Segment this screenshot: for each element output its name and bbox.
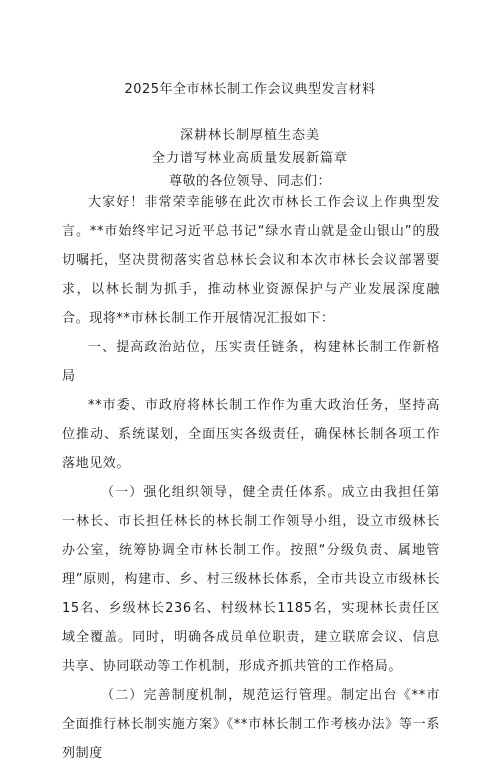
subtitle-1: 深耕林长制厚植生态美: [179, 128, 320, 143]
document-body: [62, 188, 440, 768]
paragraph-item-2: （二）完善制度机制，规范运行管理。制定出台《**市全面推行林长制实施方案》《**市林长制工作考核办法》等一系列制度: [62, 688, 440, 761]
document-title: 2025年全市林长制工作会议典型发言材料: [124, 82, 376, 97]
salutation: 尊敬的各位领导、同志们：: [168, 174, 331, 189]
subtitle-2: 全力谱写林业高质量发展新篇章: [151, 151, 348, 166]
paragraph-intro: 大家好！非常荣幸能够在此次市林长工作会议上作典型发言。**市始终牢记习近平总书记“绿水青山就是金山银山”的殷切嘱托，坚决贯彻落实省总林长会议和本次市林长会议部署要求，以林长制为抓手，推动林业资源保护与产业发展深度融合。现将**市林长制工作开展情况汇报如下：: [62, 195, 440, 326]
paragraph-item-1: （一）强化组织领导，健全责任体系。成立由我担任第一林长、市长担任林长的林长制工作领导小组，设立市级林长办公室，统筹协调全市林长制工作。按照“分级负责、属地管理”原则，构建市、乡、村三级林长体系，全市共设立市级林长15名、乡级林长236名、村级林长1185名，实现林长责任区域全覆盖。同时，明确各成员单位职责，建立联席会议、信息共享、协同联动等工作机制，形成齐抓共管的工作格局。: [62, 485, 440, 674]
heading-section-1: 一、提高政治站位，压实责任链条，构建林长制工作新格局: [62, 340, 440, 384]
paragraph-section-1: **市委、市政府将林长制工作作为重大政治任务，坚持高位推动、系统谋划，全面压实各级责任，确保林长制各项工作落地见效。: [62, 398, 440, 471]
